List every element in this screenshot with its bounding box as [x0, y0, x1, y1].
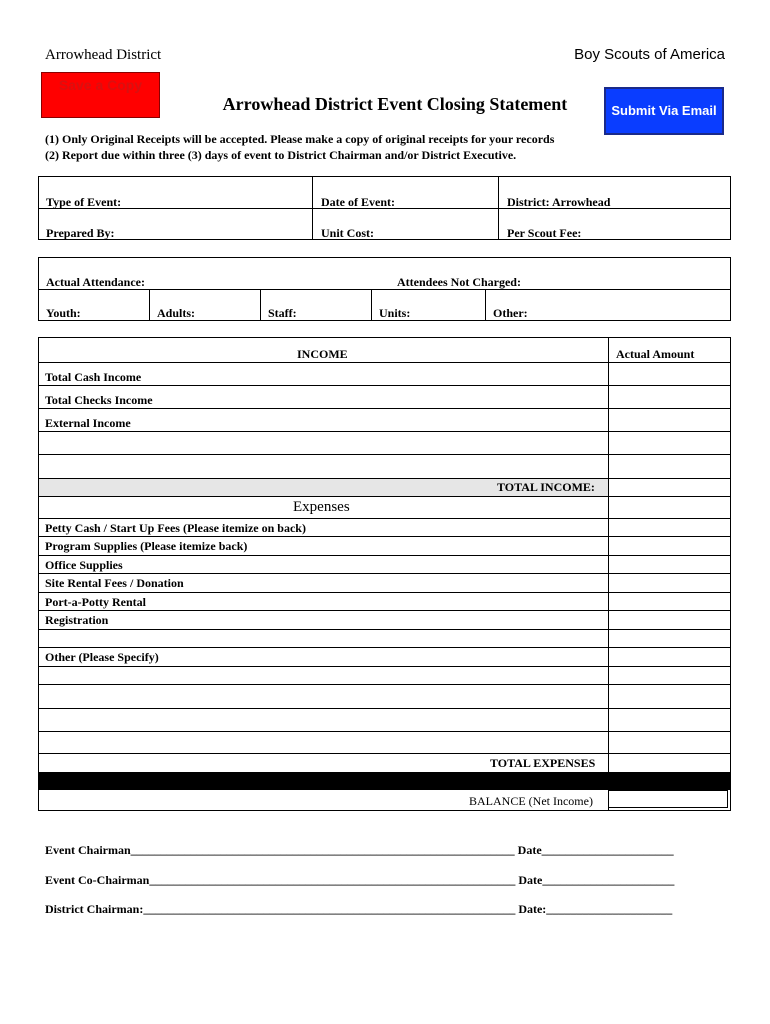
- balance-amount-field[interactable]: [608, 790, 728, 808]
- district-field: District: Arrowhead: [507, 195, 611, 209]
- separator-bar: [39, 772, 730, 790]
- units-field[interactable]: Units:: [379, 306, 411, 320]
- actual-amount-header: Actual Amount: [616, 347, 695, 361]
- expense-row-petty-cash: Petty Cash / Start Up Fees (Please itemize on back): [45, 521, 306, 535]
- event-info-table: [38, 176, 731, 240]
- note-2: (2) Report due within three (3) days of event to District Chairman and/or District Executive.: [45, 148, 517, 162]
- income-row-external: External Income: [45, 416, 131, 430]
- not-charged-label: Attendees Not Charged:: [397, 275, 521, 289]
- income-header: INCOME: [297, 347, 348, 361]
- event-chairman-signature[interactable]: Event Chairman________________________________________________________________ Date______________________: [45, 843, 674, 857]
- balance-label: BALANCE (Net Income): [469, 794, 593, 808]
- total-income-label: TOTAL INCOME:: [497, 480, 595, 494]
- actual-attendance-label: Actual Attendance:: [46, 275, 145, 289]
- total-expenses-label: TOTAL EXPENSES: [490, 756, 596, 770]
- staff-field[interactable]: Staff:: [268, 306, 297, 320]
- type-of-event-field[interactable]: Type of Event:: [46, 195, 122, 209]
- expense-row-office-supplies: Office Supplies: [45, 558, 123, 572]
- unit-cost-field[interactable]: Unit Cost:: [321, 226, 374, 240]
- event-cochairman-signature[interactable]: Event Co-Chairman_____________________________________________________________ Date______________________: [45, 873, 675, 887]
- district-chairman-signature[interactable]: District Chairman:______________________________________________________________ Date:_____________________: [45, 902, 673, 916]
- organization-header: Boy Scouts of America: [574, 46, 725, 63]
- page-title: Arrowhead District Event Closing Statement: [222, 94, 568, 114]
- note-1: (1) Only Original Receipts will be accepted. Please make a copy of original receipts for your records: [45, 132, 555, 146]
- expense-row-site-rental: Site Rental Fees / Donation: [45, 576, 184, 590]
- attendance-table: [38, 257, 731, 321]
- save-copy-label: Save a Copy: [58, 77, 143, 93]
- expense-row-port-a-potty: Port-a-Potty Rental: [45, 595, 146, 609]
- youth-field[interactable]: Youth:: [46, 306, 81, 320]
- expenses-header: Expenses: [293, 499, 350, 515]
- per-scout-fee-field[interactable]: Per Scout Fee:: [507, 226, 582, 240]
- other-field[interactable]: Other:: [493, 306, 528, 320]
- adults-field[interactable]: Adults:: [157, 306, 196, 320]
- date-of-event-field[interactable]: Date of Event:: [321, 195, 395, 209]
- prepared-by-field[interactable]: Prepared By:: [46, 226, 115, 240]
- expense-row-program-supplies: Program Supplies (Please itemize back): [45, 539, 248, 553]
- district-header: Arrowhead District: [45, 47, 162, 63]
- income-row-cash: Total Cash Income: [45, 370, 142, 384]
- expense-row-registration: Registration: [45, 613, 109, 627]
- income-expense-table: [38, 337, 731, 811]
- submit-email-button[interactable]: Submit Via Email: [604, 87, 724, 135]
- income-row-checks: Total Checks Income: [45, 393, 153, 407]
- expense-row-other: Other (Please Specify): [45, 650, 159, 664]
- save-copy-button[interactable]: [41, 72, 160, 118]
